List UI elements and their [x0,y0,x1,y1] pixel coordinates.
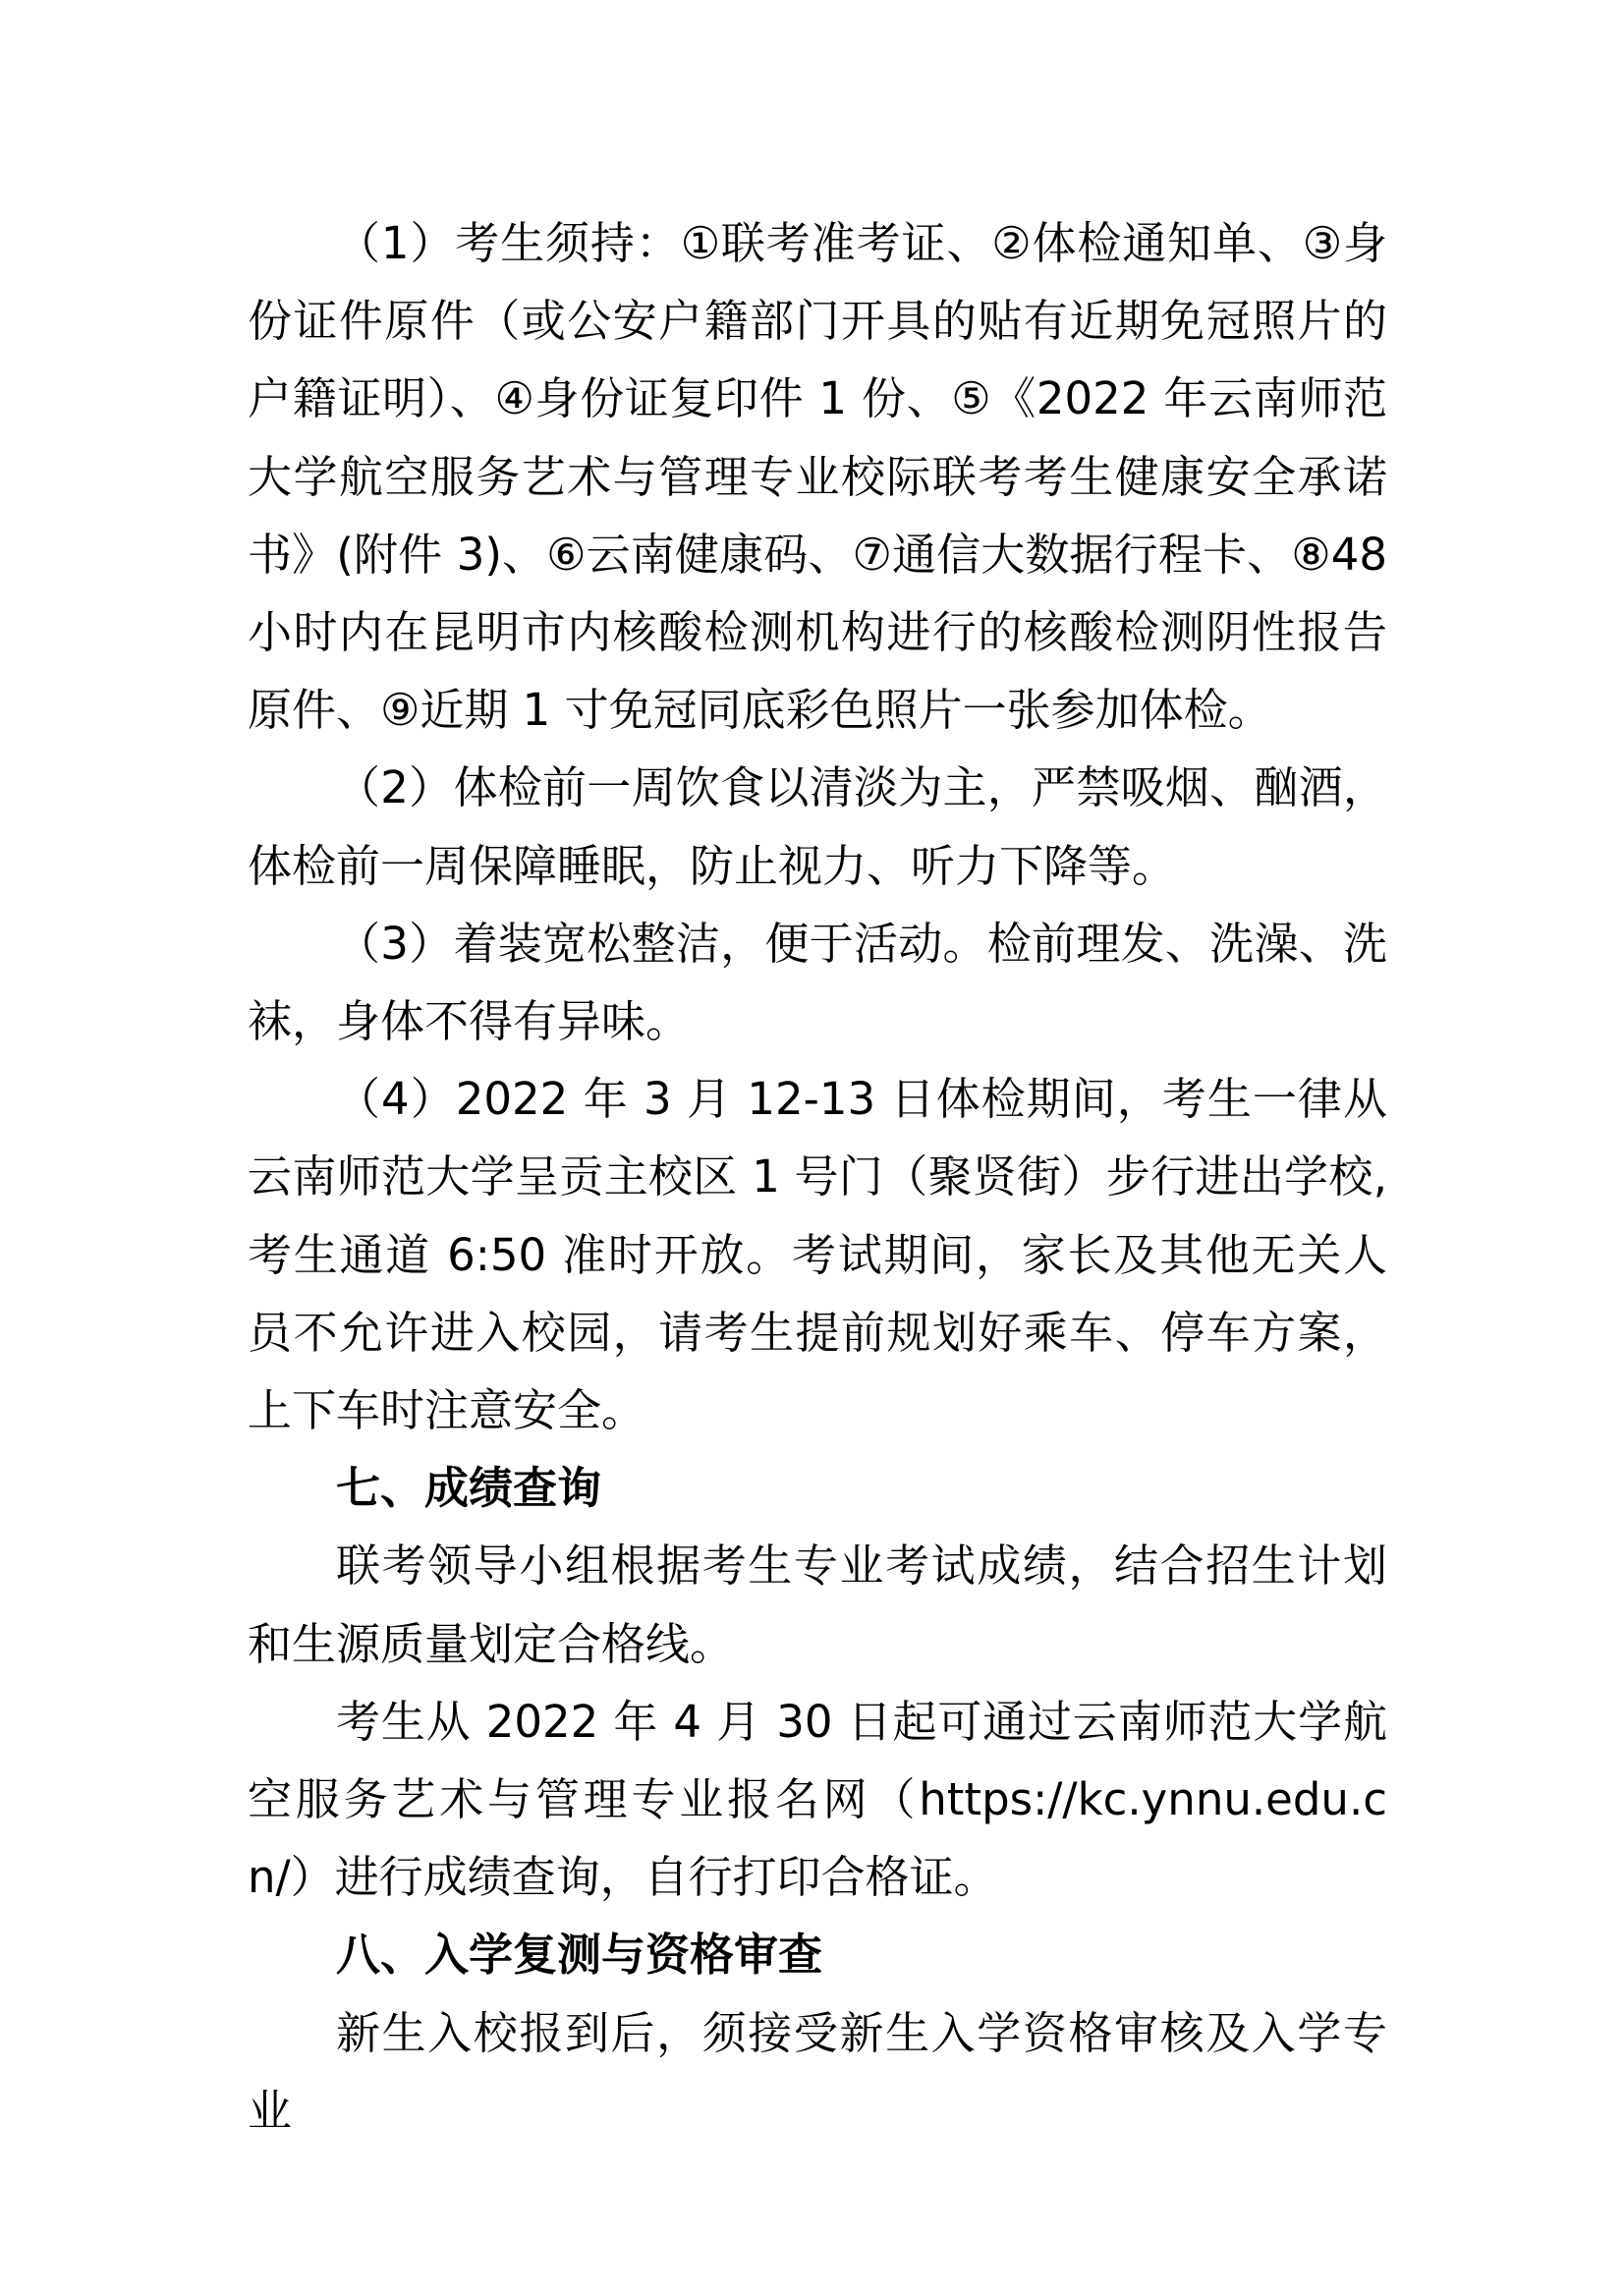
document-body [248,204,1387,2150]
attire-paragraph: （3）着装宽松整洁，便于活动。检前理发、洗澡、洗袜，身体不得有异味。 [248,917,1387,1048]
diet-sleep-paragraph: （2）体检前一周饮食以清淡为主，严禁吸烟、酗酒，体检前一周保障睡眠，防止视力、听力下降等。 [248,761,1387,892]
enrollment-review-paragraph: 新生入校报到后，须接受新生入学资格审核及入学专业 [248,2006,1387,2137]
score-query-paragraph: 考生从 2022 年 4 月 30 日起可通过云南师范大学航空服务艺术与管理专业报名网（https://kc.ynnu.edu.cn/）进行成绩查询，自行打印合格证。 [248,1695,1387,1904]
campus-entry-paragraph: （4）2022 年 3 月 12-13 日体检期间，考生一律从云南师范大学呈贡主校区 1 号门（聚贤街）步行进出学校,考生通道 6:50 准时开放。考试期间，家长及其他无关人员不允许进入校园，请考生提前规划好乘车、停车方案，上下车时注意安全。 [248,1073,1387,1437]
exam-items-paragraph: （1）考生须持：①联考准考证、②体检通知单、③身份证件原件（或公安户籍部门开具的贴有近期免冠照片的户籍证明）、④身份证复印件 1 份、⑤《2022 年云南师范大学航空服务艺术与管理专业校际联考考生健康安全承诺书》(附件 3)、⑥云南健康码、⑦通信大数据行程卡、⑧48 小时内在昆明市内核酸检测机构进行的核酸检测阴性报告原件、⑨近期 1 寸免冠同底彩色照片一张参加体检。 [248,217,1387,737]
section-7-heading: 七、成绩查询 [336,1462,602,1515]
section-8-heading: 八、入学复测与资格审查 [336,1929,823,1982]
passing-line-paragraph: 联考领导小组根据考生专业考试成绩，结合招生计划和生源质量划定合格线。 [248,1539,1387,1670]
